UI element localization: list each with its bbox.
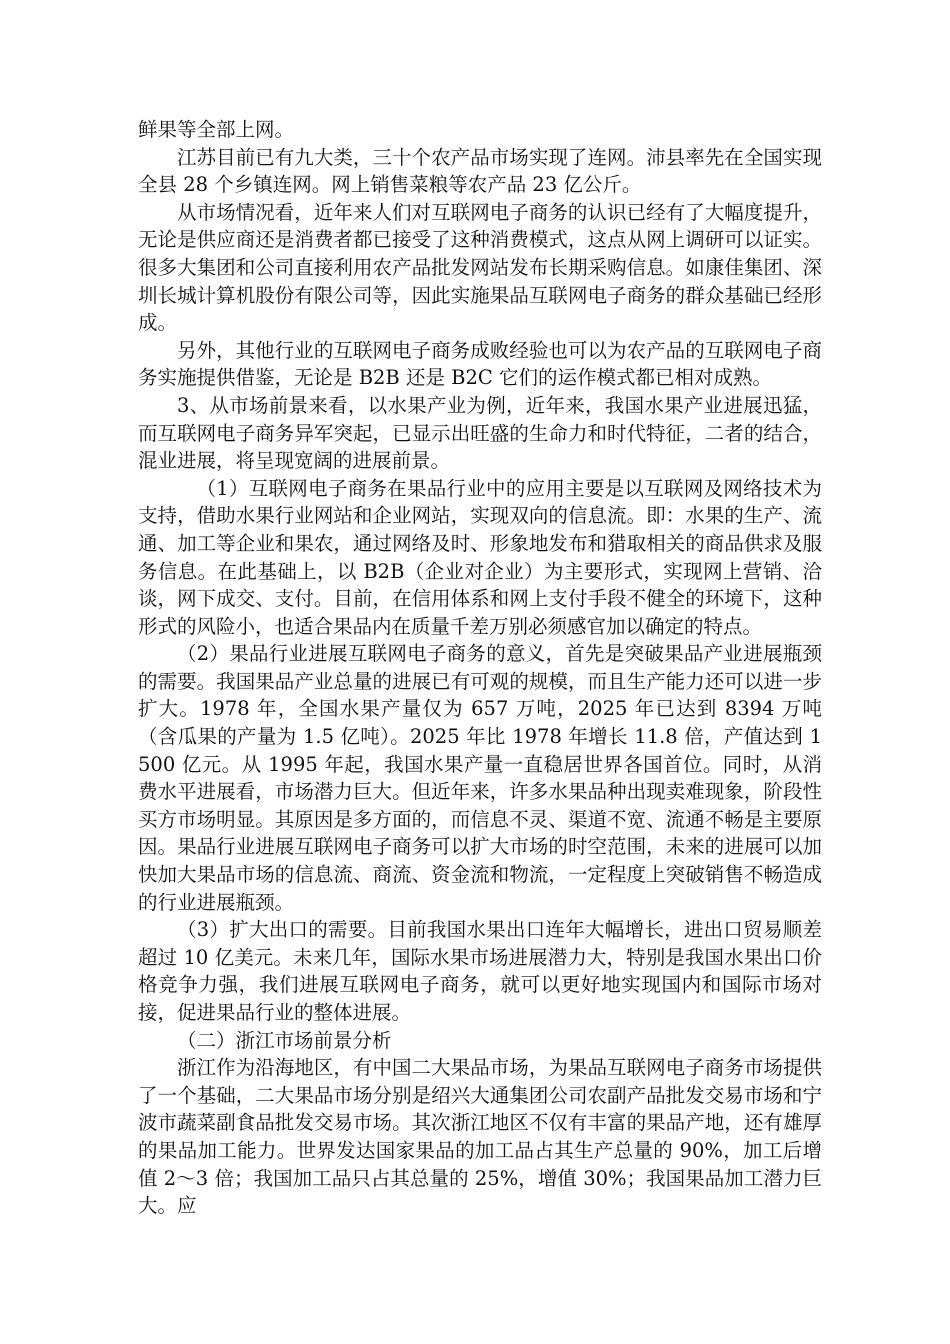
paragraph-3: 从市场情况看，近年来人们对互联网电子商务的认识已经有了大幅度提升，无论是供应商还是消费者都已接受了这种消费模式，这点从网上调研可以证实。很多大集团和公司直接利用农产品批发网站发布长期采购信息。如康佳集团、深圳长城计算机股份有限公司等，因此实施果品互联网电子商务的群众基础已经形成。 [138,200,822,335]
paragraph-2: 江苏目前已有九大类，三十个农产品市场实现了连网。沛县率先在全国实现全县 28 个乡镇连网。网上销售菜粮等农产品 23 亿公斤。 [138,145,822,197]
paragraph-5: 3、从市场前景来看，以水果产业为例，近年来，我国水果产业进展迅猛，而互联网电子商务异军突起，已显示出旺盛的生命力和时代特征，二者的结合，混业进展，将呈现宽阔的进展前景。 [138,393,822,473]
paragraph-7: （2）果品行业进展互联网电子商务的意义，首先是突破果品产业进展瓶颈的需要。我国果品产业总量的进展已有可观的规模，而且生产能力还可以进一步扩大。1978 年，全国水果产量仅为 657 万吨，2025 年已达到 8394 万吨（含瓜果的产量为 1.5 亿吨）。2025 年比 1978 年增长 11.8 倍，产值达到 1500 亿元。从 1995 年起，我国水果产量一直稳居世界各国首位。同时，从消费水平进展看，市场潜力巨大。但近年来，许多水果品种出现卖难现象，阶段性买方市场明显。其原因是多方面的，而信息不灵、渠道不宽、流通不畅是主要原因。果品行业进展互联网电子商务可以扩大市场的时空范围，未来的进展可以加快加大果品市场的信息流、商流、资金流和物流，一定程度上突破销售不畅造成的行业进展瓶颈。 [138,642,822,914]
section-heading: （二）浙江市场前景分析 [177,1028,392,1052]
paragraph-6: （1）互联网电子商务在果品行业中的应用主要是以互联网及网络技术为支持，借助水果行业网站和企业网站，实现双向的信息流。即：水果的生产、流通、加工等企业和果农，通过网络及时、形象地发布和猎取相关的商品供求及服务信息。在此基础上，以 B2B（企业对企业）为主要形式，实现网上营销、洽谈，网下成交、支付。目前，在信用体系和网上支付手段不健全的环境下，这种形式的风险小，也适合果品内在质量千差万别必须感官加以确定的特点。 [138,476,822,638]
document-page [138,116,822,1220]
paragraph-10: 浙江作为沿海地区，有中国二大果品市场，为果品互联网电子商务市场提供了一个基础，二大果品市场分别是绍兴大通集团公司农副产品批发交易市场和宁波市蔬菜副食品批发交易市场。其次浙江地区不仅有丰富的果品产地，还有雄厚的果品加工能力。世界发达国家果品的加工品占其生产总量的 90%，加工后增值 2～3 倍；我国加工品只占其总量的 25%，增值 30%；我国果品加工潜力巨大。应 [138,1056,822,1218]
paragraph-1: 鲜果等全部上网。 [138,118,295,141]
paragraph-8: （3）扩大出口的需要。目前我国水果出口连年大幅增长，进出口贸易顺差超过 10 亿美元。未来几年，国际水果市场进展潜力大，特别是我国水果出口价格竞争力强，我们进展互联网电子商务，就可以更好地实现国内和国际市场对接，促进果品行业的整体进展。 [138,918,822,1024]
paragraph-4: 另外，其他行业的互联网电子商务成败经验也可以为农产品的互联网电子商务实施提供借鉴，无论是 B2B 还是 B2C 它们的运作模式都已相对成熟。 [138,338,822,390]
